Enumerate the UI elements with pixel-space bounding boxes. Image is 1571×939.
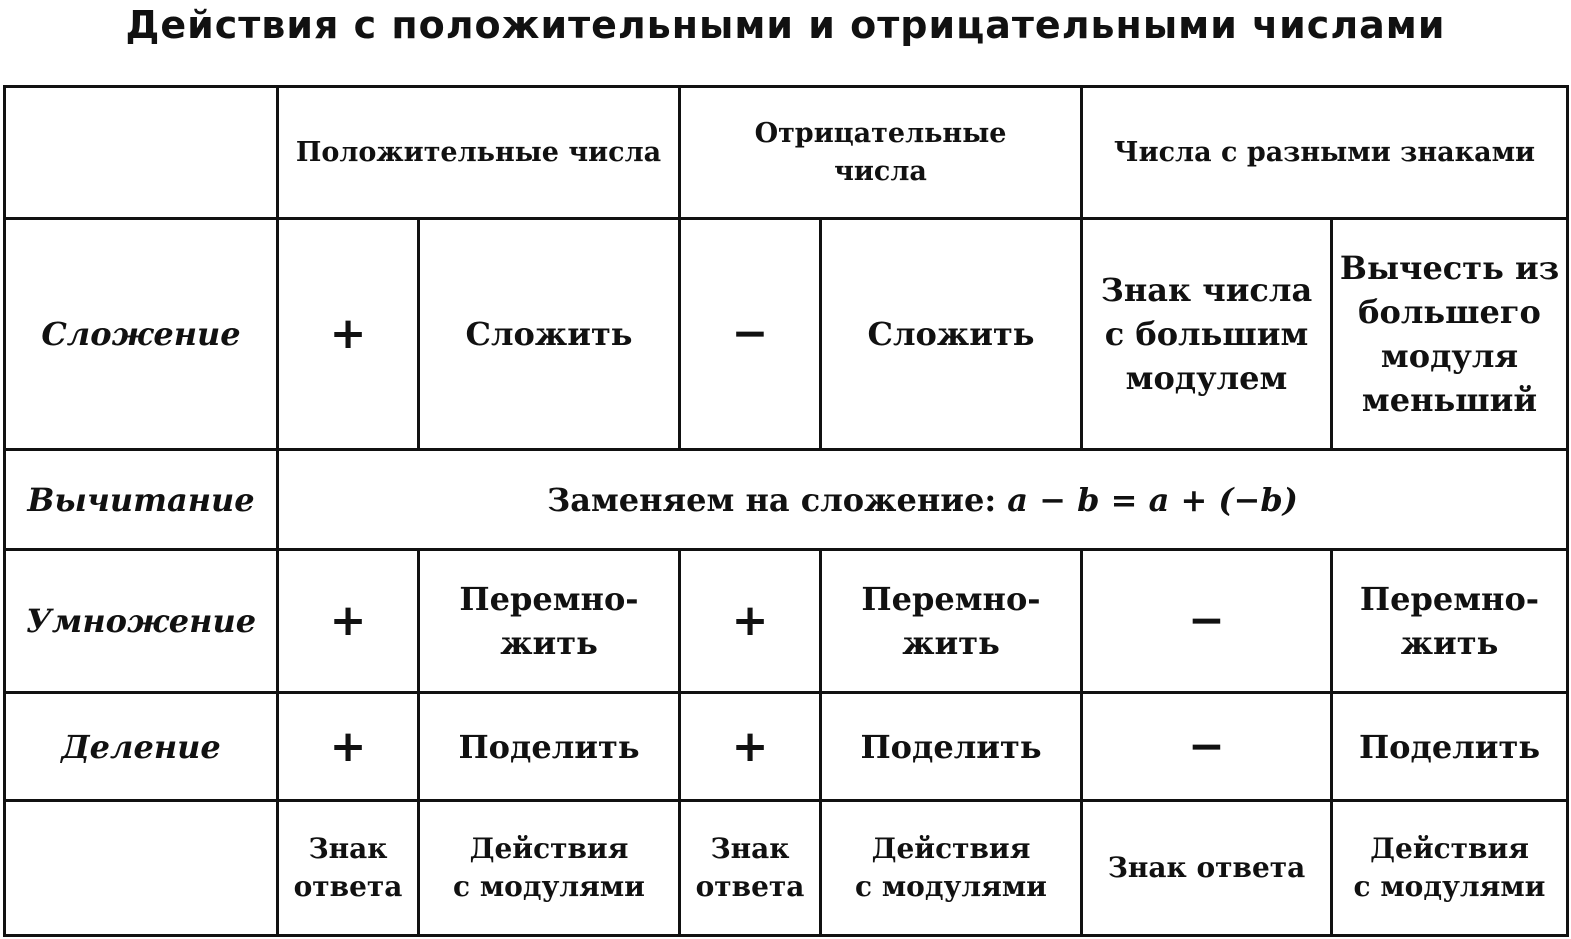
footer-positive-sign [278,801,419,936]
division-positive-sign: + [278,693,419,801]
footer-action-line: с модулями [1353,870,1546,903]
addition-mixed-action-line: меньший [1361,381,1538,419]
division-positive-action: Поделить [419,693,680,801]
footer-action-line: с модулями [453,870,645,903]
header-negative-label-line: числа [834,155,927,187]
header-positive-numbers [278,87,680,219]
footer-sign-line: ответа [695,870,805,903]
multiplication-positive-sign: + [278,550,419,693]
footer-mixed-sign: Знак ответа [1082,801,1332,936]
multiplication-negative-sign: + [680,550,821,693]
multiplication-label: Умножение [5,550,278,693]
multiplication-positive-action-line: жить [500,624,598,662]
addition-mixed-sign-line: модулем [1125,359,1288,397]
multiplication-negative-action-line: жить [902,624,1000,662]
footer-action-line: Действия [871,832,1031,865]
multiplication-positive-action-line: Перемно- [459,580,639,618]
addition-negative-action: Сложить [821,219,1082,450]
addition-positive-sign: + [278,219,419,450]
subtraction-rule [278,450,1568,550]
footer-sign-line: ответа [293,870,403,903]
addition-mixed-sign [1082,219,1332,450]
division-negative-sign: + [680,693,821,801]
header-mixed-label: Числа с разными знаками [1113,136,1536,168]
addition-mixed-action [1332,219,1568,450]
subtraction-rule-text: Заменяем на сложение: [547,480,997,519]
division-mixed-action: Поделить [1332,693,1568,801]
addition-negative-sign: − [680,219,821,450]
footer-negative-sign [680,801,821,936]
footer-mixed-action [1332,801,1568,936]
operations-table [3,85,1569,937]
footer-action-line: Действия [1370,832,1529,865]
multiplication-row [5,550,1568,693]
page-title: Действия с положительными и отрицательными числами [125,3,1446,47]
footer-corner-cell [5,801,278,936]
footer-sign-line: Знак [308,832,388,865]
division-negative-action: Поделить [821,693,1082,801]
header-row [5,87,1568,219]
multiplication-negative-action-line: Перемно- [861,580,1041,618]
multiplication-negative-action [821,550,1082,693]
addition-label: Сложение [5,219,278,450]
addition-row [5,219,1568,450]
footer-action-line: Действия [469,832,629,865]
subtraction-rule-formula: a − b = a + (−b) [1007,480,1298,519]
footer-action-line: с модулями [855,870,1047,903]
addition-mixed-action-line: Вычесть из [1339,249,1560,287]
header-positive-label: Положительные числа [295,136,662,168]
subtraction-label: Вычитание [5,450,278,550]
addition-mixed-action-line: большего [1358,293,1541,331]
footer-negative-action [821,801,1082,936]
header-negative-numbers [680,87,1082,219]
addition-positive-action: Сложить [419,219,680,450]
footer-row [5,801,1568,936]
addition-mixed-action-line: модуля [1380,337,1519,375]
division-row [5,693,1568,801]
addition-mixed-sign-line: с большим [1104,315,1309,353]
division-label: Деление [5,693,278,801]
header-mixed-sign-numbers [1082,87,1568,219]
subtraction-row [5,450,1568,550]
addition-mixed-sign-line: Знак числа [1100,271,1313,309]
footer-sign-line: Знак [710,832,790,865]
header-negative-label-line: Отрицательные [754,117,1007,149]
corner-cell [5,87,278,219]
multiplication-mixed-sign: − [1082,550,1332,693]
multiplication-positive-action [419,550,680,693]
multiplication-mixed-action-line: Перемно- [1359,580,1540,618]
multiplication-mixed-action-line: жить [1400,624,1499,662]
division-mixed-sign: − [1082,693,1332,801]
footer-positive-action [419,801,680,936]
multiplication-mixed-action [1332,550,1568,693]
